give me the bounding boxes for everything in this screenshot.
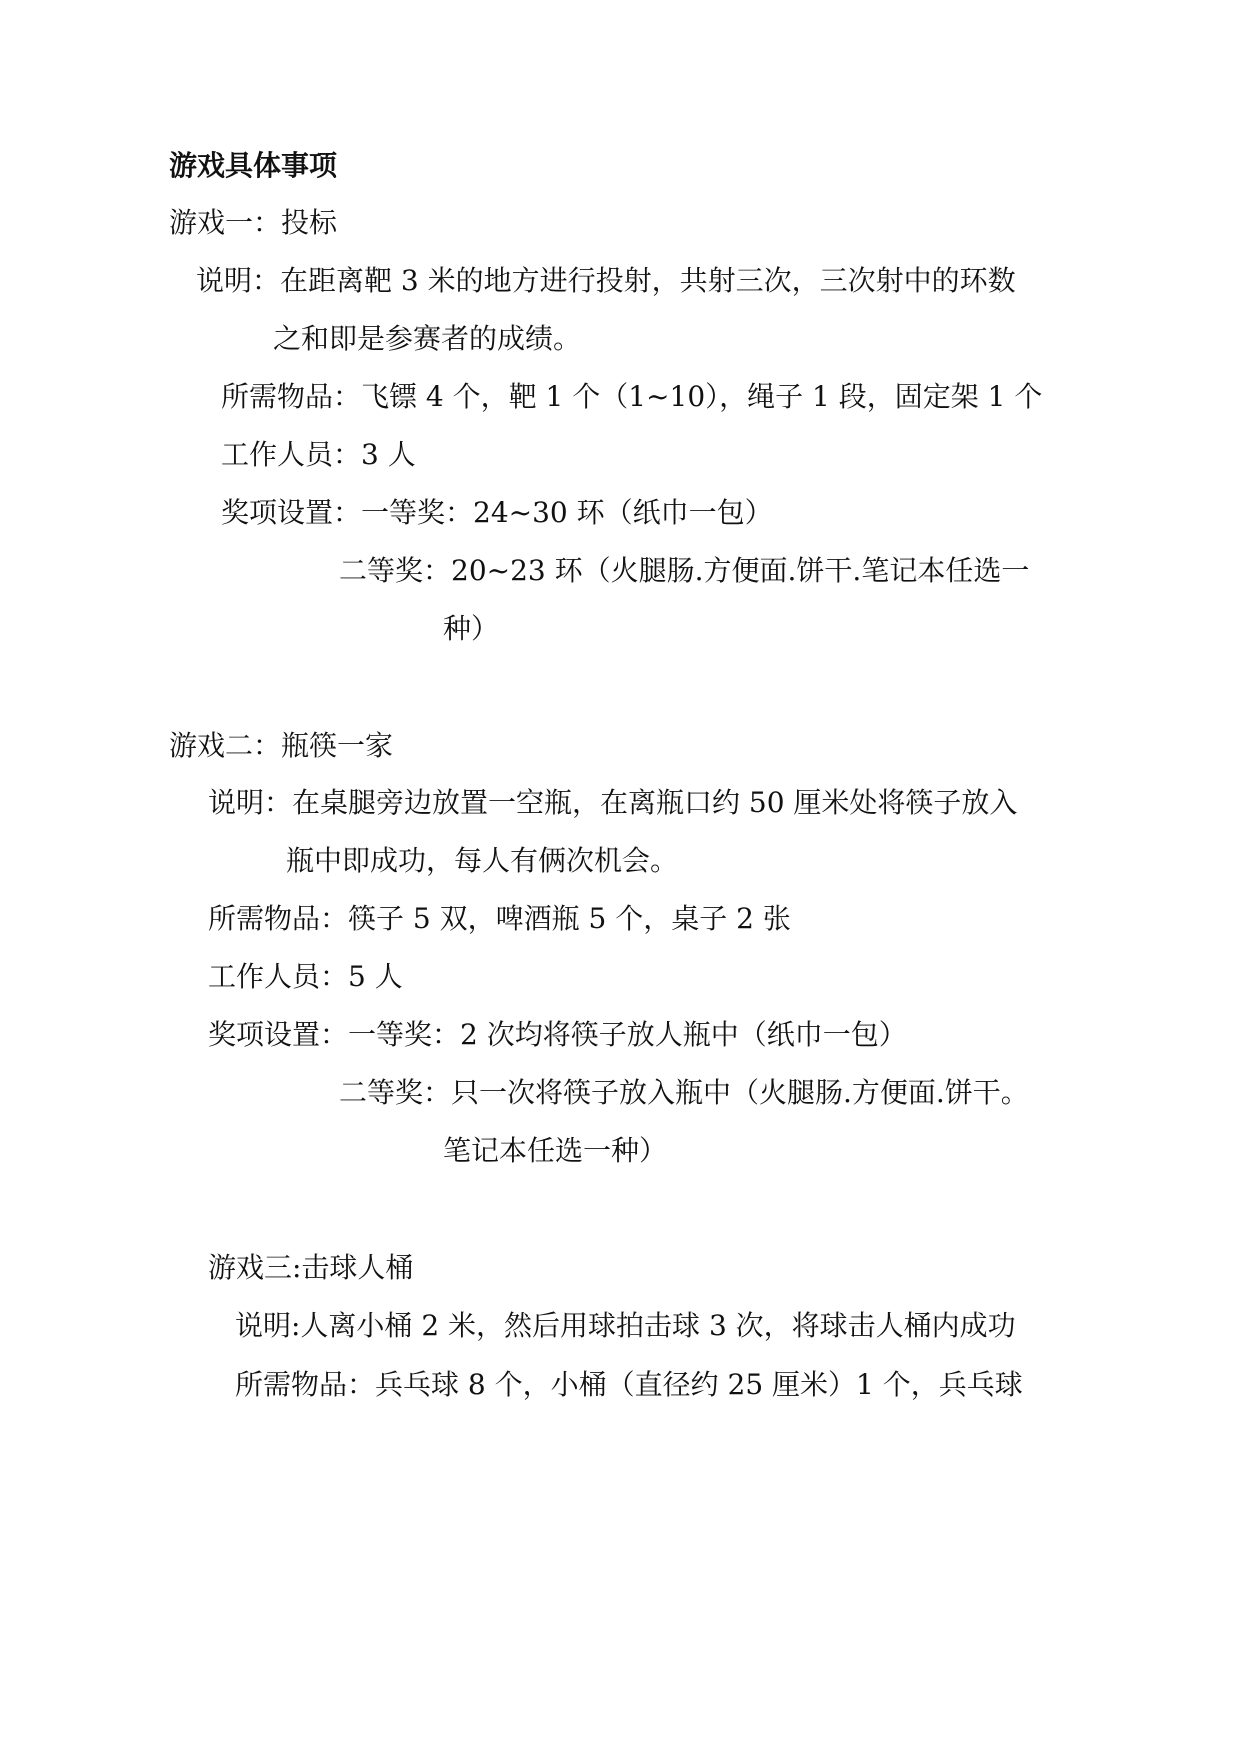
- game1-description-line1: 说明：在距离靶 3 米的地方进行投射，共射三次，三次射中的环数: [196, 264, 1016, 297]
- game1-prize-first: 奖项设置：一等奖：24~30 环（纸巾一包）: [221, 496, 773, 529]
- game3-heading: 游戏三:击球人桶: [208, 1251, 414, 1284]
- game2-prize-second-line2: 笔记本任选一种）: [443, 1134, 668, 1167]
- game1-description-line2: 之和即是参赛者的成绩。: [273, 322, 582, 355]
- game3-description: 说明:人离小桶 2 米，然后用球拍击球 3 次，将球击人桶内成功: [235, 1309, 1016, 1342]
- game2-staff: 工作人员：5 人: [208, 960, 403, 993]
- document-title: 游戏具体事项: [169, 149, 338, 182]
- game2-heading: 游戏二：瓶筷一家: [169, 729, 394, 762]
- game1-items: 所需物品：飞镖 4 个，靶 1 个（1~10），绳子 1 段，固定架 1 个: [221, 380, 1043, 413]
- game2-prize-second-line1: 二等奖：只一次将筷子放入瓶中（火腿肠.方便面.饼干。: [339, 1076, 1029, 1109]
- game1-prize-second-line1: 二等奖：20~23 环（火腿肠.方便面.饼干.笔记本任选一: [339, 554, 1030, 587]
- game3-items: 所需物品：兵乓球 8 个，小桶（直径约 25 厘米）1 个，兵乓球: [235, 1368, 1023, 1401]
- game2-description-line2: 瓶中即成功，每人有俩次机会。: [286, 844, 679, 877]
- game1-prize-second-line2: 种）: [443, 612, 500, 645]
- game1-heading: 游戏一：投标: [169, 206, 338, 239]
- game2-prize-first: 奖项设置：一等奖：2 次均将筷子放人瓶中（纸巾一包）: [208, 1018, 907, 1051]
- game2-description-line1: 说明：在桌腿旁边放置一空瓶，在离瓶口约 50 厘米处将筷子放入: [208, 786, 1018, 819]
- game1-staff: 工作人员：3 人: [221, 438, 416, 471]
- game2-items: 所需物品：筷子 5 双，啤酒瓶 5 个，桌子 2 张: [208, 902, 791, 935]
